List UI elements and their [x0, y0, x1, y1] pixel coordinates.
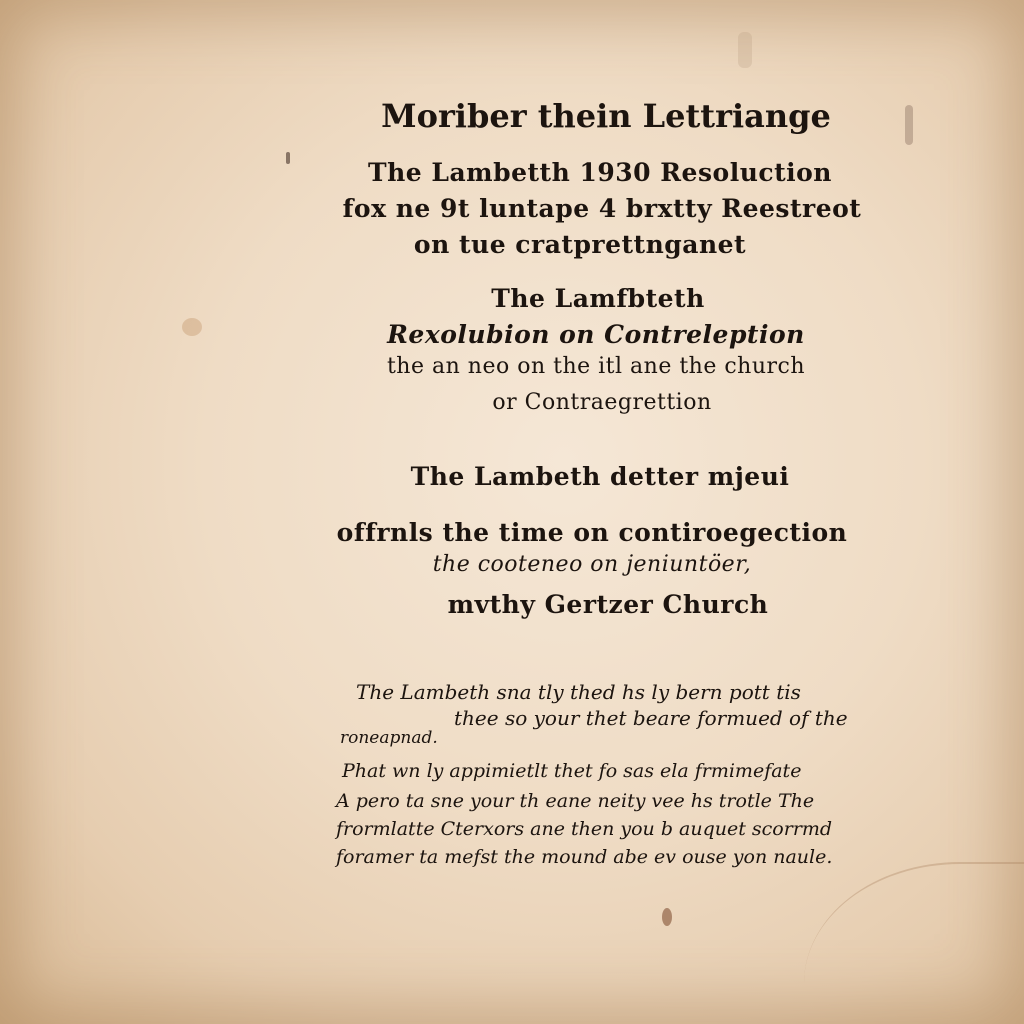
section2-line: or Contraegrettion: [492, 390, 712, 415]
paragraph2-line: foramer ta mefst the mound abe ev ouse yon naule.: [336, 846, 833, 868]
paragraph1-line: roneapnad.: [340, 728, 438, 748]
paper-curl: [804, 862, 1024, 1024]
paper-stain: [662, 908, 672, 926]
section3-line: the cooteneo on jeniuntöer,: [432, 552, 752, 577]
paragraph2-line: A pero ta sne your th eane neity vee hs trotle The: [336, 790, 815, 812]
section1-line: on tue cratprettnganet: [413, 230, 747, 259]
paper-stain: [286, 152, 290, 164]
section2-line: the an neo on the itl ane the church: [386, 354, 806, 379]
section3-heading: The Lambeth detter mjeui: [410, 462, 790, 491]
section3-line: mvthy Gertzer Church: [447, 590, 769, 619]
document-title: Moriber thein Lettriange: [381, 97, 831, 135]
paper-stain: [738, 32, 752, 68]
section3-line: offrnls the time on contiroegection: [336, 518, 848, 547]
paragraph2-line: frormlatte Cterxors ane then you b auquet scorrmd: [336, 818, 833, 840]
section1-line: The Lambetth 1930 Resoluction: [368, 158, 832, 187]
section2-line: Rexolubion on Contreleption: [387, 320, 805, 349]
section1-line: fox ne 9t luntape 4 brxtty Reestreot: [342, 194, 862, 223]
section2-line: The Lamfbteth: [491, 284, 705, 313]
paragraph1-line: thee so your thet beare formued of the: [454, 706, 848, 730]
paper-stain: [182, 318, 202, 336]
paragraph2-line: Phat wn ly appimietlt thet fo sas ela frmimefate: [342, 760, 802, 782]
paper-stain: [905, 105, 913, 145]
paragraph1-line: The Lambeth sna tly thed hs ly bern pott tis: [356, 680, 801, 704]
